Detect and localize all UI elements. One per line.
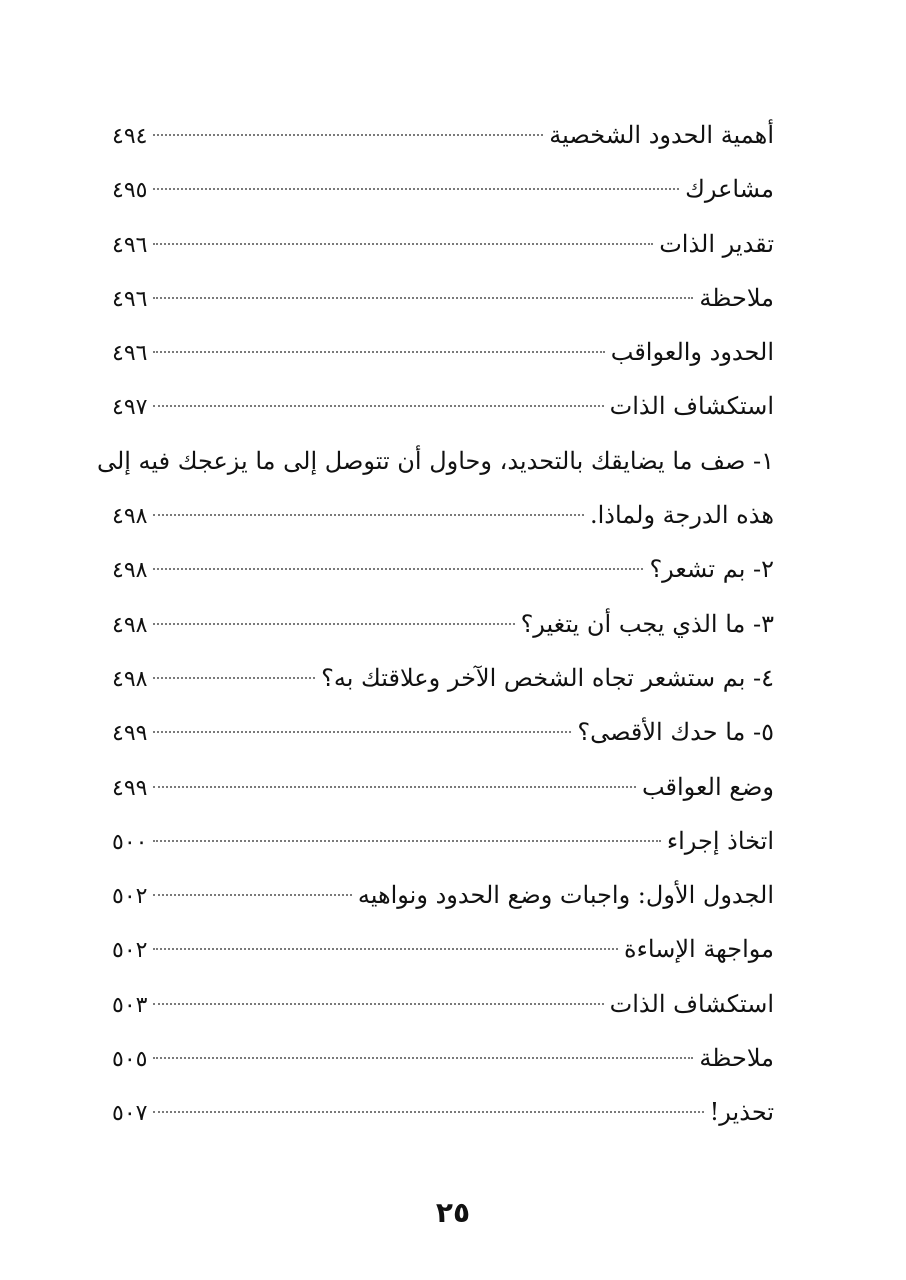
toc-entry-title: الحدود والعواقب xyxy=(610,338,774,367)
toc-entry xyxy=(112,271,774,325)
dot-leader xyxy=(153,188,679,190)
toc-entry xyxy=(112,488,774,542)
toc-entry-title: ملاحظة xyxy=(699,283,774,312)
dot-leader xyxy=(153,514,584,516)
toc-entry-title: أهمية الحدود الشخصية xyxy=(549,121,774,149)
toc-entry xyxy=(112,379,774,433)
dot-leader xyxy=(153,351,604,353)
toc-entry xyxy=(112,814,774,868)
toc-entry xyxy=(112,705,774,759)
toc-entry-title: مشاعرك xyxy=(685,175,774,204)
toc-entry-wrapped-line xyxy=(96,434,774,488)
toc-entry-title: اتخاذ إجراء xyxy=(666,826,774,855)
toc-entry xyxy=(112,325,774,379)
toc-entry-page: ٥٠٧ xyxy=(112,1101,148,1127)
toc-entry-title: ٥- ما حدك الأقصى؟ xyxy=(577,718,774,747)
toc-entry-page: ٥٠٢ xyxy=(112,938,148,964)
toc-entry-page: ٤٩٦ xyxy=(112,341,148,367)
dot-leader xyxy=(153,840,660,842)
toc-entry-page: ٤٩٨ xyxy=(112,666,148,692)
dot-leader xyxy=(153,948,618,950)
toc-entry-page: ٤٩٩ xyxy=(112,775,148,801)
page-number: ٢٥ xyxy=(435,1196,471,1229)
toc-entry-page: ٥٠٠ xyxy=(112,829,148,855)
toc-entry-page: ٤٩٧ xyxy=(112,395,148,421)
toc-entry-title: ٤- بم ستشعر تجاه الشخص الآخر وعلاقتك به؟ xyxy=(321,663,774,692)
toc-entry-page: ٤٩٥ xyxy=(112,178,148,204)
toc-entry xyxy=(112,597,774,651)
table-of-contents xyxy=(96,108,774,1140)
toc-entry xyxy=(112,922,774,976)
dot-leader xyxy=(153,568,643,570)
toc-entry-page: ٤٩٦ xyxy=(112,286,148,312)
toc-entry xyxy=(112,760,774,814)
dot-leader xyxy=(153,1057,693,1059)
toc-entry-title: ١- صف ما يضايقك بالتحديد، وحاول أن تتوصل إلى ما يزعجك فيه إلى xyxy=(96,446,774,475)
toc-entry-title: استكشاف الذات xyxy=(609,392,774,421)
toc-entry xyxy=(112,542,774,596)
dot-leader xyxy=(153,405,603,407)
dot-leader xyxy=(153,786,636,788)
toc-entry-title: مواجهة الإساءة xyxy=(624,935,774,964)
dot-leader xyxy=(153,297,693,299)
toc-entry xyxy=(112,651,774,705)
toc-entry-page: ٥٠٣ xyxy=(112,992,148,1018)
toc-entry-page: ٤٩٤ xyxy=(112,124,148,149)
toc-entry-page: ٤٩٨ xyxy=(112,612,148,638)
toc-entry-title: ٢- بم تشعر؟ xyxy=(649,555,774,584)
toc-entry-title: تقدير الذات xyxy=(659,229,774,258)
toc-entry xyxy=(112,217,774,271)
toc-entry xyxy=(112,162,774,216)
toc-entry-page: ٤٩٨ xyxy=(112,558,148,584)
dot-leader xyxy=(153,894,351,896)
dot-leader xyxy=(153,677,315,679)
toc-entry-title: ٣- ما الذي يجب أن يتغير؟ xyxy=(520,609,774,638)
toc-entry-title: استكشاف الذات xyxy=(609,989,774,1018)
toc-entry-title: تحذير! xyxy=(709,1098,774,1127)
toc-entry xyxy=(112,1031,774,1085)
toc-entry-page: ٥٠٢ xyxy=(112,884,148,910)
toc-entry-title: ملاحظة xyxy=(699,1044,774,1073)
toc-entry-page: ٥٠٥ xyxy=(112,1047,148,1073)
dot-leader xyxy=(153,623,514,625)
dot-leader xyxy=(153,1003,603,1005)
toc-entry xyxy=(112,977,774,1031)
toc-entry xyxy=(112,868,774,922)
toc-entry-title: الجدول الأول: واجبات وضع الحدود ونواهيه xyxy=(357,881,774,910)
dot-leader xyxy=(153,731,571,733)
dot-leader xyxy=(153,1111,703,1113)
toc-entry-page: ٤٩٦ xyxy=(112,232,148,258)
toc-entry-title: وضع العواقب xyxy=(641,772,774,801)
toc-entry-page: ٤٩٨ xyxy=(112,504,148,530)
dot-leader xyxy=(153,134,543,136)
dot-leader xyxy=(153,243,653,245)
toc-entry xyxy=(112,108,774,162)
toc-entry-title: هذه الدرجة ولماذا. xyxy=(589,501,774,530)
toc-entry-page: ٤٩٩ xyxy=(112,721,148,747)
toc-entry xyxy=(112,1085,774,1139)
